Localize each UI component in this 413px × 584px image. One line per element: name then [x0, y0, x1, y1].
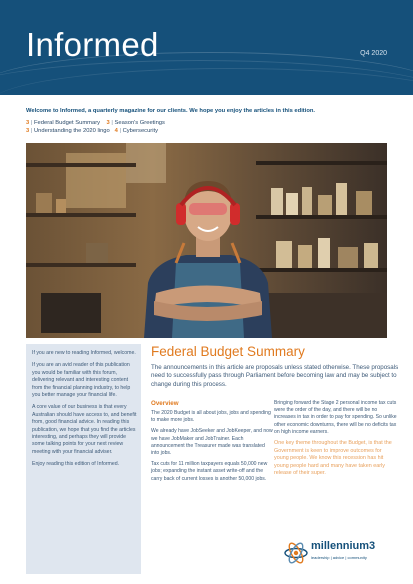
article-column-right: [274, 400, 397, 482]
table-of-contents-row: 3 | Federal Budget Summary 3 | Season's Greetings: [26, 120, 165, 126]
article-intro: The announcements in this article are proposals unless stated otherwise. These proposals need to successfully pass through Parliament before becoming law and may be subject to change during this process.: [151, 364, 399, 388]
article-paragraph: The 2020 Budget is all about jobs, jobs and spending to make more jobs.: [151, 410, 271, 424]
toc-item-lingo[interactable]: Understanding the 2020 lingo: [34, 128, 110, 134]
article-paragraph: Tax cuts for 11 million taxpayers equals 50,000 new jobs; expanding the instant asset write-off and the carry back of current losses is another 50,000 jobs.: [151, 461, 268, 482]
sidebar-paragraph: A core value of our business is that every Australian should have access to, and benefit from, good financial advice. In reading this publication, we hope that you find the articles interesting, and perhaps they will provide some talking points for your next review meeting with your financial adviser.: [32, 404, 137, 455]
sidebar-paragraph: Enjoy reading this edition of Informed.: [32, 461, 120, 468]
toc-item-greetings[interactable]: Season's Greetings: [114, 120, 165, 126]
pull-quote: One key theme throughout the Budget, is that the Government is keen to improve outcomes for young people. We know this recession has hit young people hard and many have taken early release of their super.: [274, 440, 392, 477]
article-title: Federal Budget Summary: [151, 344, 305, 359]
workshop-photo-illustration: [26, 143, 387, 338]
toc-page-number: 4: [114, 128, 118, 134]
article-column-left: [151, 400, 274, 487]
article-paragraph: We already have JobSeeker and JobKeeper, and now we have JobMaker and JobTrainer. Each announcement the Treasurer made was translated into jobs.: [151, 428, 273, 457]
logo-wordmark: millennium3: [311, 540, 376, 552]
sidebar-paragraph: If you are new to reading Informed, welcome.: [32, 350, 136, 356]
issue-label: Q4 2020: [360, 50, 387, 57]
welcome-text: Welcome to Informed, a quarterly magazine for our clients. We hope you enjoy the articles in this edition.: [26, 108, 316, 114]
toc-page-number: 3: [106, 120, 110, 126]
sidebar-welcome-box: [26, 344, 141, 574]
toc-item-cybersecurity[interactable]: Cybersecurity: [122, 128, 159, 134]
toc-page-number: 3: [26, 128, 30, 134]
toc-item-budget[interactable]: Federal Budget Summary: [34, 120, 101, 126]
sidebar-paragraph: If you are an avid reader of this publication you would be familiar with this forum, delivering relevant and interesting content from the financial planning industry, to help you better manage your financial life.: [32, 362, 131, 399]
masthead: [0, 0, 413, 95]
overview-heading: Overview: [151, 400, 179, 407]
magazine-title: Informed: [26, 26, 159, 63]
toc-page-number: 3: [26, 120, 30, 126]
table-of-contents-row: 3 | Understanding the 2020 lingo 4 | Cybersecurity: [26, 128, 159, 134]
logo-tagline: leadership | advice | community: [311, 555, 367, 560]
hero-photo: [26, 143, 387, 338]
article-paragraph: Bringing forward the Stage 2 personal income tax cuts were the order of the day, and there will be no increases in tax in order to pay for spending. So unlike other economic downturns, there will be no deficits tax on high income earners.: [274, 400, 397, 435]
